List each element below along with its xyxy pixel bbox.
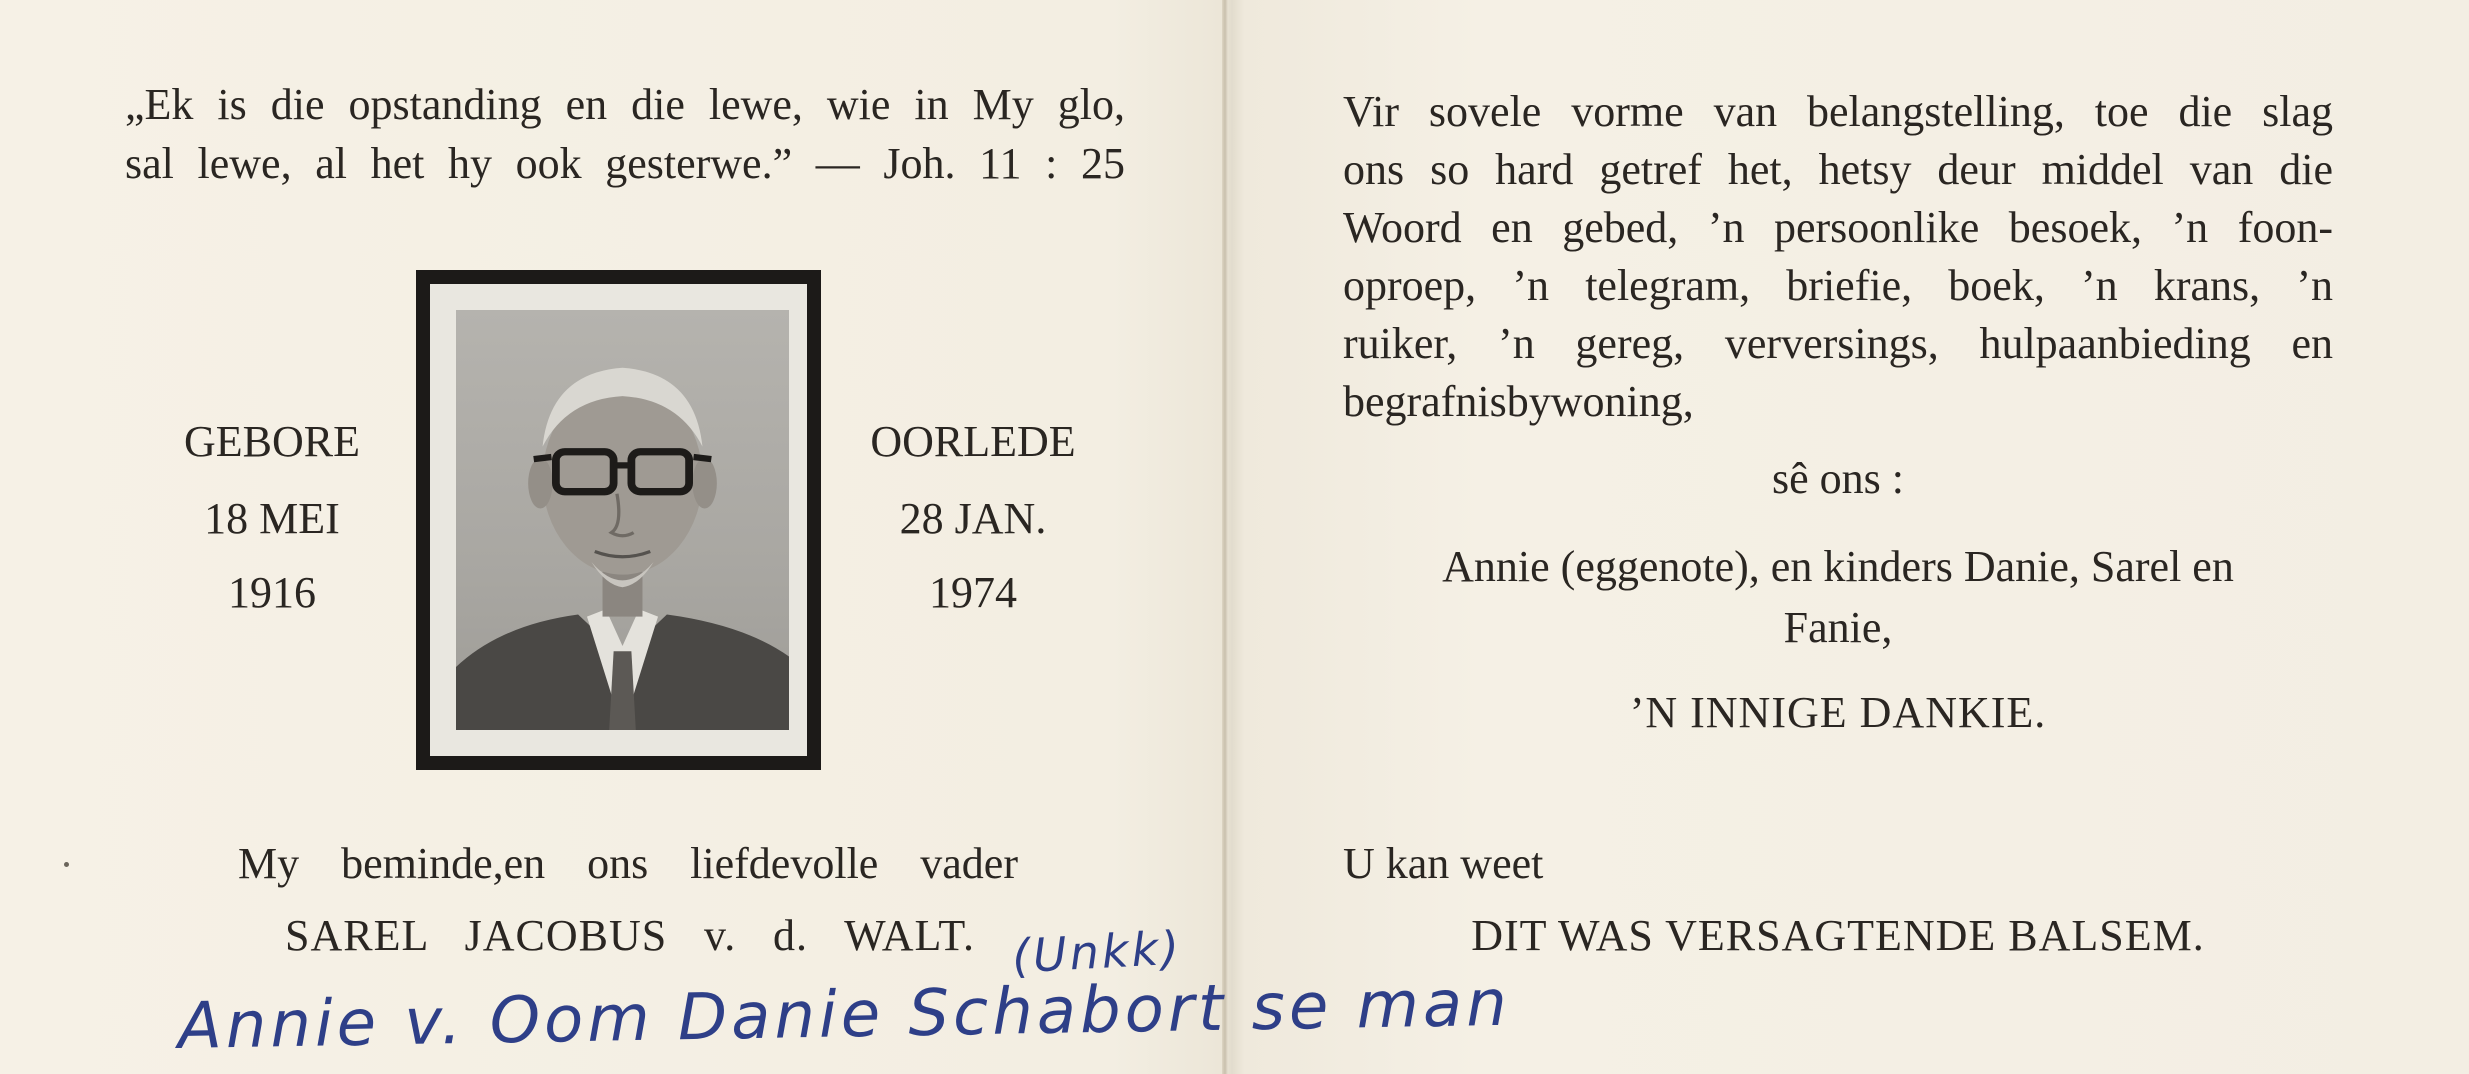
family-line-1: Annie (eggenote), en kinders Danie, Sarel en <box>1442 542 2234 591</box>
portrait-mat <box>430 284 807 756</box>
portrait-photo <box>456 310 789 730</box>
died-year: 1974 <box>929 568 1017 617</box>
scripture-quote-line-2: sal lewe, al het hy ook gesterwe.” — Joh. 11 : 25 <box>125 139 1125 188</box>
say-us-text: sê ons : <box>1772 454 1904 503</box>
paragraph-line: oproep, ’n telegram, briefie, boek, ’n krans, ’n <box>1343 261 2333 310</box>
paragraph-line: Vir sovele vorme van belangstelling, toe die slag <box>1343 87 2333 136</box>
died-label: OORLEDE <box>870 417 1076 466</box>
paper-speck <box>64 862 69 867</box>
thanks-paragraph <box>1343 83 2333 431</box>
paragraph-line: ons so hard getref het, hetsy deur middel van die <box>1343 145 2333 194</box>
you-know-text: U kan weet <box>1343 839 1544 888</box>
paragraph-line: ruiker, ’n gereg, verversings, hulpaanbieding en <box>1343 319 2333 368</box>
paragraph-line: Woord en gebed, ’n persoonlike besoek, ’n foon- <box>1343 203 2333 252</box>
portrait-frame <box>416 270 821 770</box>
scripture-quote-line-1: „Ek is die opstanding en die lewe, wie in My glo, <box>125 80 1125 129</box>
born-date: 18 MEI <box>204 494 340 543</box>
died-date: 28 JAN. <box>899 494 1047 543</box>
handwritten-note: (Unkk) <box>1010 920 1184 984</box>
paragraph-line: begrafnisbywoning, <box>1343 377 1694 426</box>
born-label: GEBORE <box>184 417 360 466</box>
thanks-heading: ’N INNIGE DANKIE. <box>1629 688 2047 737</box>
family-line-2: Fanie, <box>1783 603 1893 652</box>
portrait-illustration <box>456 310 789 730</box>
balsem-text: DIT WAS VERSAGTENDE BALSEM. <box>1471 911 2205 960</box>
beloved-text: My beminde,en ons liefdevolle vader <box>238 839 1018 888</box>
handwritten-annotation: Annie v. Oom Danie Schabort se man <box>177 966 1512 1064</box>
card-fold <box>1222 0 1228 1074</box>
born-year: 1916 <box>228 568 316 617</box>
deceased-name: SAREL JACOBUS v. d. WALT. <box>285 911 975 960</box>
